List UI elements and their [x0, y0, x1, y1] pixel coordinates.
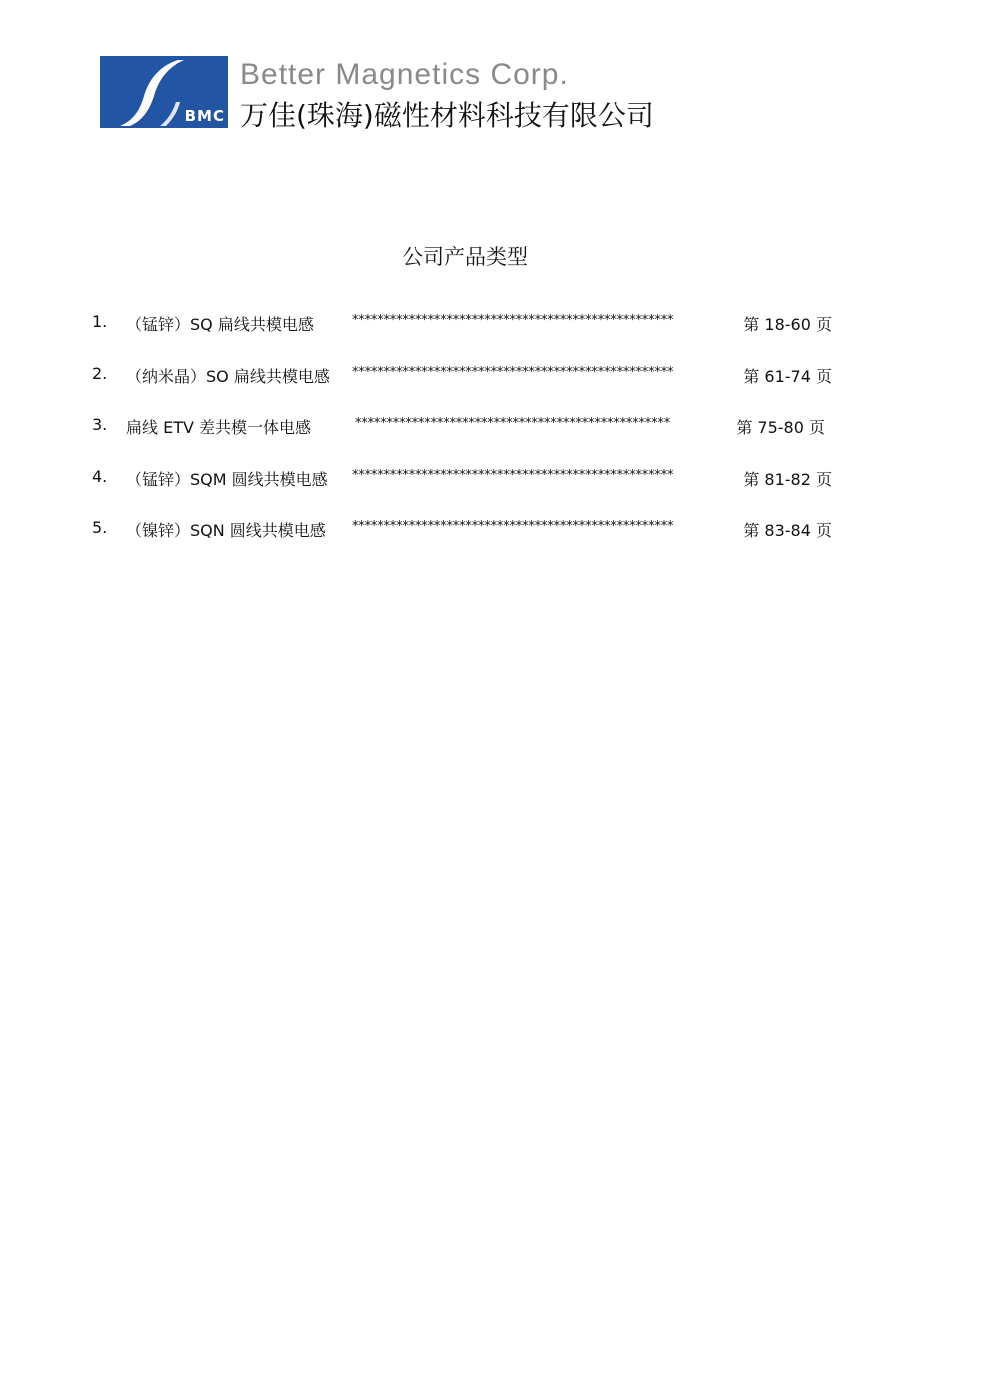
company-name-english: Better Magnetics Corp.	[240, 58, 569, 91]
company-name-chinese: 万佳(珠海)磁性材料科技有限公司	[240, 99, 654, 132]
toc-item-number: 1.	[92, 312, 108, 331]
page-header	[100, 52, 720, 132]
toc-item	[92, 461, 852, 513]
toc-item-pages: 第 61-74 页	[743, 366, 832, 386]
toc-item-pages: 第 83-84 页	[743, 521, 832, 540]
toc-item-leader: ***************************************************	[352, 519, 674, 534]
toc-item-number: 2.	[92, 363, 108, 383]
toc-item-pages: 第 18-60 页	[743, 315, 832, 334]
toc-item-leader: ***************************************************	[352, 364, 674, 380]
toc-item-label: （纳米晶）SO 扁线共模电感	[126, 366, 330, 386]
toc-item-label: （锰锌）SQ 扁线共模电感	[126, 315, 314, 334]
toc-item-number: 3.	[92, 415, 108, 434]
toc-item-label: （锰锌）SQM 圆线共模电感	[126, 469, 328, 489]
toc-item-number: 5.	[92, 518, 108, 537]
toc-item-pages: 第 75-80 页	[736, 418, 825, 437]
toc-item-leader: ***************************************************	[352, 313, 674, 328]
toc-item-leader: ***************************************************	[352, 467, 674, 483]
toc-item	[92, 512, 852, 564]
toc-item-leader: **************************************************	[355, 416, 671, 431]
toc-item	[92, 409, 852, 461]
table-of-contents	[92, 306, 852, 564]
toc-item	[92, 358, 852, 410]
toc-item-label: （镍锌）SQN 圆线共模电感	[126, 521, 326, 540]
company-logo	[100, 56, 228, 128]
toc-item	[92, 306, 852, 358]
toc-item-pages: 第 81-82 页	[743, 469, 832, 489]
toc-item-number: 4.	[92, 466, 108, 486]
logo-text: BMC	[184, 107, 225, 125]
toc-item-label: 扁线 ETV 差共模一体电感	[126, 418, 312, 437]
document-title: 公司产品类型	[402, 245, 528, 269]
